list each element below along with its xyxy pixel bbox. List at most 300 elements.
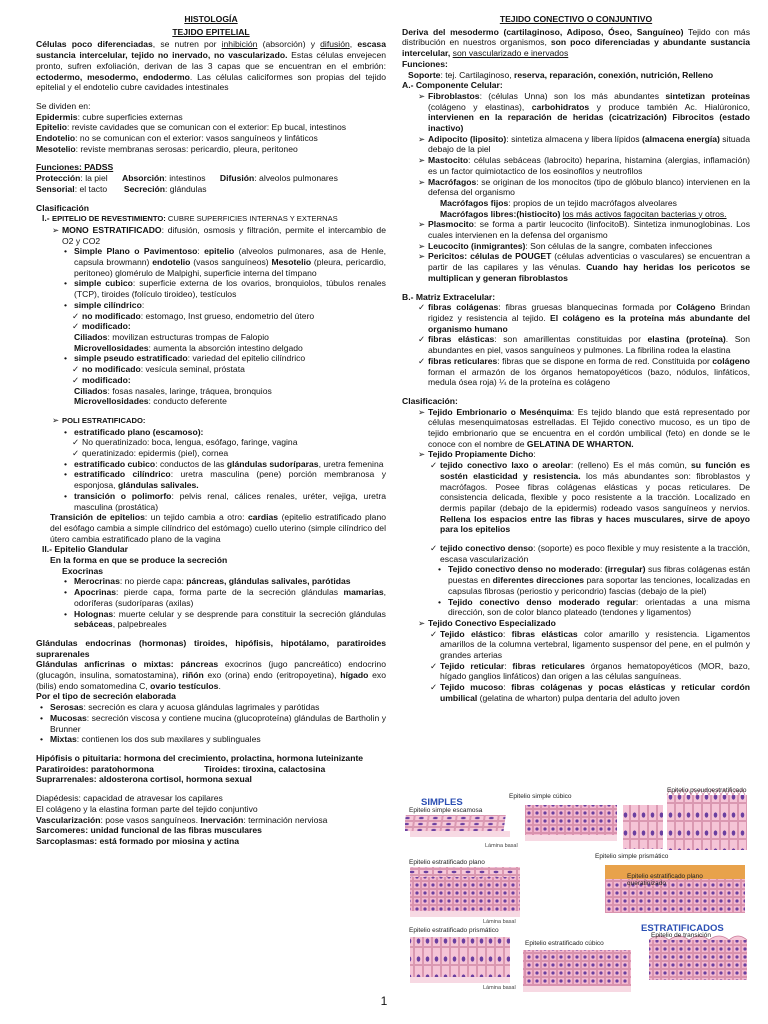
text-run: CUBRE SUPERFICIES INTERNAS Y EXTERNAS	[167, 214, 338, 224]
text-run: Exocrinas	[62, 565, 104, 576]
text-run: : orientadas a una misma dirección, son de color blanco plateado (tendones y ligamentos)	[448, 596, 753, 618]
text-run: tejido conectivo laxo o areolar	[440, 460, 571, 471]
bullet-marker: •	[40, 734, 44, 745]
text-run: : (relleno) Es el más común,	[570, 460, 692, 471]
list-marker: ✓	[430, 543, 438, 554]
list-item	[36, 246, 389, 278]
text-run: :	[600, 564, 605, 575]
text-run: diferentes direcciones	[492, 575, 585, 586]
text-run: glándulas salivales.	[117, 480, 199, 491]
text-run: páncreas, glándulas salivales, parótidas	[186, 576, 351, 587]
list-marker: ➢	[418, 251, 426, 262]
lamina-basal-label: Lámina basal	[483, 985, 516, 991]
text-run: Epitelio	[36, 122, 68, 133]
section-title-epitelial: TEJIDO EPITELIAL	[172, 26, 250, 37]
lamina-basal-label: Lámina basal	[483, 919, 516, 925]
text-run: : intestinos	[164, 173, 220, 184]
text-run: glándulas sudoríparas	[226, 458, 319, 469]
list-item	[36, 691, 386, 702]
list-item	[36, 459, 386, 470]
list-item	[402, 155, 753, 176]
text-run: Suprarrenales: aldosterona cortisol, hormona sexual	[36, 774, 252, 785]
text-run: MONO ESTRATIFICADO	[62, 224, 162, 235]
conectivo-clasif-title: Clasificación:	[402, 395, 458, 406]
text-run: exocrinos (jugo pancreático) endocrino (glucagón, insulina, somatostamina),	[36, 659, 389, 681]
list-item	[36, 343, 386, 354]
conectivo-funciones-title: Funciones:	[402, 58, 448, 69]
text-run: : uretra masculina (pene) porción membranosa y esponjosa,	[74, 469, 389, 491]
glandulas-list	[36, 637, 389, 702]
text-run: : el tacto	[74, 183, 124, 194]
text-run: : contienen los dos sub maxilares y sublinguales	[76, 734, 261, 745]
list-item	[36, 224, 389, 246]
text-run: cardias	[247, 512, 279, 523]
text-run: su función es sostén elasticidad y resistencia.	[440, 460, 753, 481]
list-marker: •	[64, 458, 68, 469]
text-run: transición o polimorfo	[74, 490, 172, 501]
text-run: : aumenta la absorción intestino delgado	[148, 342, 303, 353]
text-run: estratificado cubico	[74, 458, 156, 469]
list-marker: •	[64, 353, 68, 364]
text-run: Tejido con más distribución en nuestros organismos,	[402, 26, 753, 48]
list-marker: •	[64, 587, 68, 598]
text-run: Células poco diferenciadas	[36, 39, 153, 50]
text-run: reserva, reparación, conexión, nutrición, Relleno	[514, 69, 714, 80]
text-run: no modificado	[82, 310, 141, 321]
list-item	[402, 251, 753, 283]
text-run: simple cilíndrico	[74, 299, 142, 310]
list-item	[402, 133, 753, 155]
text-line	[36, 122, 386, 133]
label-pseudo: Epitelio pseudoestratificado	[667, 787, 747, 794]
list-item	[402, 682, 753, 703]
text-line	[36, 815, 386, 826]
page-title: HISTOLOGÍA	[184, 14, 238, 24]
text-run: I.-	[42, 213, 53, 224]
text-run: : tej. Cartilaginoso,	[440, 69, 515, 80]
text-run: :	[503, 682, 512, 693]
text-run: : no pierde capa:	[119, 576, 187, 587]
text-run: Tejido mucoso	[440, 682, 504, 693]
text-run: : células sebáceas (labrocito) heparina, histamina (alergias, inflamación) es un factor quimiotactico de los eosinofilos y neutrofilos	[428, 155, 753, 176]
text-line	[36, 804, 386, 815]
text-run: . Las células caliciformes son propias del tejido epitelial y el endotelio cubre cavidades intestinales	[36, 71, 389, 93]
text-run: fibras reticulares	[512, 660, 585, 671]
text-run: : no se comunican con el exterior: vasos sanguíneos y linfáticos	[75, 133, 318, 144]
list-marker: ✓	[72, 310, 80, 321]
text-run: Serosas	[50, 702, 84, 713]
text-run: inhibición	[221, 39, 258, 50]
label-cubico: Epitelio simple cúbico	[509, 793, 572, 800]
list-marker: •	[438, 596, 442, 607]
text-run: epitelio	[204, 246, 235, 257]
text-run: páncreas	[180, 659, 219, 670]
list-item	[402, 176, 753, 198]
label-prismatico: Epitelio simple prismático	[595, 853, 669, 860]
epithelium-diagram-art	[405, 785, 751, 1015]
list-item	[36, 311, 386, 322]
text-run: : terminación nerviosa	[243, 814, 328, 825]
text-run: :	[533, 449, 536, 460]
text-line	[36, 793, 386, 804]
text-run: riñón	[182, 670, 204, 681]
text-run: : cubre superficies externas	[77, 111, 183, 122]
text-line	[36, 144, 386, 155]
list-marker: ➢	[418, 617, 426, 628]
text-run: escasa sustancia intercelular, tejido no inervado, no vascularizado.	[36, 39, 389, 61]
text-line	[36, 764, 386, 775]
text-run: Deriva del mesodermo (cartilaginoso, Adiposo, Óseo, Sanguíneo)	[402, 26, 684, 37]
text-run: elastina (proteína)	[647, 334, 726, 345]
text-run: Inervación	[200, 814, 244, 825]
componente-celular-list	[402, 90, 753, 284]
label-transicion: Epitelio de transición	[651, 932, 711, 939]
right-column	[402, 14, 753, 704]
text-run: , se nutren por	[152, 39, 222, 50]
text-run: (alveolos pulmonares, asa de Henle, capsula browmann)	[74, 246, 389, 268]
bullet-marker: •	[40, 712, 44, 723]
text-run: Fibroblastos	[428, 90, 480, 101]
page-number: 1	[380, 994, 388, 1008]
text-run: exo (orina) endo (eritropoyetina),	[203, 670, 341, 681]
text-run: Mesotelio	[271, 257, 312, 268]
text-run: Macrófagos	[428, 176, 477, 187]
list-item	[402, 241, 750, 252]
list-marker: ✓	[430, 460, 438, 471]
text-run: Secreción	[123, 183, 165, 194]
epitelial-intro	[36, 39, 389, 93]
list-item	[402, 618, 750, 629]
clasificacion-list	[36, 213, 389, 630]
list-item	[402, 209, 750, 220]
text-run: Difusión	[219, 173, 255, 184]
text-run: , odoríferas (sudoríparas (axilas)	[74, 587, 389, 608]
text-run: : pelvis renal, cálices renales, uréter, vejiga, uretra masculina (prostática)	[74, 490, 389, 512]
list-item	[402, 628, 753, 661]
list-item	[36, 469, 389, 491]
text-run: Mesotelio	[36, 143, 76, 154]
text-run: El colágeno es la proteína más abundante del organismo humano	[428, 312, 753, 334]
text-run: Tejido Embrionario o Mesénquima	[428, 406, 572, 417]
list-item	[36, 427, 386, 438]
left-column	[36, 14, 389, 847]
componente-celular-title: A.- Componente Celular:	[402, 80, 503, 91]
epithelium-diagram	[405, 785, 751, 1015]
text-run: fibras colágenas y pocas elásticas y reticular cordón umbilical	[440, 682, 753, 703]
text-run: forman el armazón de los órganos hematopoyéticos (bazo, nódulos, linfáticos, medula ósea roja) ¼ de la proteína es colágeno	[428, 355, 753, 388]
text-line	[36, 133, 386, 144]
text-run: : fosas nasales, laringe, tráquea, bronquios	[107, 385, 272, 396]
text-run: órganos hematopoyéticos (MOR, bazo, hígado ganglios linfáticos) dan origen a las células sanguíneas.	[440, 660, 753, 682]
estratificados-heading: ESTRATIFICADOS	[641, 923, 724, 934]
list-marker: •	[438, 564, 442, 575]
text-run: : secreción es clara y acuosa glándulas lagrimales y parótidas	[83, 702, 320, 713]
list-marker: ➢	[418, 155, 426, 166]
list-marker: ✓	[430, 682, 438, 693]
text-run: , palpebreales	[112, 619, 167, 630]
text-run: son poco diferenciadas y abundante sustancia intercelular,	[402, 37, 753, 59]
text-run: fibras elásticas	[511, 628, 578, 639]
text-run: : Es tejido blando que está representado por células mesenquimatosas estrelladas. El Tejido conectivo mucoso, es un tipo de tejido embrionario que se encuentra en el cordón umbilical (feto) en donde se le conoce con el nombre de	[428, 406, 753, 449]
text-run: : sintetiza almacena y libera lípidos	[506, 133, 642, 144]
text-run: Mastocito	[428, 155, 469, 166]
matriz-title: B.- Matriz Extracelular:	[402, 291, 496, 302]
text-run: endotelio	[152, 257, 191, 268]
lamina-basal-label: Lámina basal	[485, 843, 518, 849]
text-run: sus fibras colágenas están puestas en	[448, 564, 753, 586]
text-run: : superficie externa de los ovarios, bronquiolos, túbulos renales (TCP), tiroides (folículo tiroideo), testículos	[74, 278, 389, 300]
label-estratificado-plano: Epitelio estratificado plano	[409, 859, 485, 866]
text-line	[36, 836, 386, 847]
list-marker: ✓	[430, 660, 438, 671]
list-item	[402, 449, 750, 460]
text-run: estratificado plano (escamoso):	[74, 426, 204, 437]
text-run: : (soporte) es poco flexible y muy resistente a la tracción, escasa vascularización	[440, 543, 753, 564]
text-run: (gelatina de wharton) pulpa dentaria del adulto joven	[477, 692, 680, 703]
text-run: para soportar las tenciones, localizadas en capsulas fibrosas (periostio y pericondrio) fascias (debajo de la piel)	[448, 575, 753, 596]
text-run: :	[502, 628, 512, 639]
text-run: Sensorial	[36, 183, 75, 194]
text-run: . Son abundantes en piel, vasos sanguíneos y pulmones. La fibrilina rodea la elastina	[428, 334, 753, 356]
list-marker: •	[64, 299, 68, 310]
hormonas-list	[36, 753, 386, 785]
text-run: Pericitos: células de POUGET	[428, 251, 552, 262]
text-run: : la piel	[80, 173, 122, 184]
bullet-item	[36, 702, 386, 713]
list-item	[36, 321, 386, 332]
list-item	[402, 355, 753, 388]
text-run: .	[218, 680, 221, 691]
text-run: , uretra femenina	[318, 458, 384, 469]
list-item	[36, 566, 386, 577]
clasificacion-title: Clasificación	[36, 202, 90, 213]
text-run: POLI ESTRATIFICADO:	[62, 415, 146, 425]
text-run: GELATINA DE WHARTON.	[526, 438, 634, 449]
text-line	[36, 173, 386, 184]
text-run: : fibras que se dispone en forma de red. Constituida por	[497, 355, 713, 366]
text-run: : un tejido cambia a otro:	[144, 512, 248, 523]
text-line	[36, 112, 386, 123]
text-run: : pierde capa, forma parte de la secreción glándulas	[116, 587, 344, 598]
text-run: Estas células envejecen pronto, sufren exfoliación, derivan de las 3 capas que se encuentran en el embrión:	[36, 50, 389, 71]
conectivo-soporte	[402, 70, 750, 81]
list-item	[402, 543, 753, 564]
list-marker: ✓	[418, 355, 426, 366]
text-run: son vascularizado e inervados	[452, 48, 569, 59]
text-line	[36, 774, 386, 785]
list-marker: ➢	[52, 414, 60, 425]
text-run: Holognas	[74, 608, 114, 619]
text-run: ,	[349, 39, 358, 50]
list-item	[402, 406, 753, 450]
list-item	[402, 90, 753, 134]
text-run: Endotelio	[36, 133, 76, 144]
text-run: simple cubico	[74, 278, 133, 289]
text-run: Glándulas anficrinas o mixtas:	[36, 659, 181, 670]
text-run: Transición de epitelios	[50, 512, 145, 523]
text-run: : conducto deferente	[148, 396, 227, 407]
text-run: (irregular)	[604, 564, 646, 575]
list-item	[402, 198, 750, 209]
text-run: No queratinizado: boca, lengua, esófago, faringe, vagina	[82, 437, 298, 448]
list-item	[402, 564, 753, 596]
text-run: Tiroides: tiroxina, calactosina	[204, 763, 326, 774]
list-marker: ✓	[72, 374, 80, 385]
text-run: : Son células de la sangre, combaten infecciones	[525, 240, 713, 251]
text-run: queratinizado: epidermis (piel), cornea	[82, 448, 229, 459]
text-run: Tejido conectivo denso no moderado	[448, 564, 601, 575]
text-run: : glándulas	[165, 183, 207, 194]
list-marker: ➢	[418, 406, 426, 417]
text-run: : variedad del epitelio cilíndrico	[187, 353, 306, 364]
list-item	[36, 278, 389, 300]
list-item	[36, 555, 386, 566]
text-run: modificado:	[82, 374, 131, 385]
list-marker: ✓	[430, 628, 438, 639]
text-run: : propios de un tejido macrófagos alveolares	[508, 197, 677, 208]
list-marker: ➢	[418, 449, 426, 460]
list-item	[36, 637, 389, 659]
list-marker: ✓	[418, 302, 426, 313]
text-run: (células adventicias o vasculares) se encuentran a partir de las capilares y las vénulas.	[428, 251, 753, 273]
text-run: : vesícula seminal, próstata	[140, 364, 245, 375]
text-run: carbohidratos	[531, 101, 590, 112]
list-marker: •	[64, 246, 68, 257]
text-run: Rellena los espacios entre las fibras y haces musculares, sirve de apoyo para los epitelios	[440, 513, 753, 535]
text-run: Microvellosidades	[74, 342, 149, 353]
text-run: Tejido reticular	[440, 660, 505, 671]
text-run: : secreción viscosa y contiene mucina (glucoproteína) glándulas de Bartholin y Brunner	[50, 712, 389, 734]
text-run: Diapédesis: capacidad de atravesar los capilares	[36, 793, 223, 804]
text-run: :	[504, 660, 513, 671]
list-item	[36, 300, 386, 311]
text-run: Tejido conectivo denso moderado regular	[448, 596, 636, 607]
list-item	[36, 375, 386, 386]
conectivo-clasif-list	[402, 406, 753, 704]
text-run: los más abundantes son: fibroblastos y macrófagos. Posee fibras colágenas elásticas y pocas reticulares. De consistencia delicada, flexible y poco resistente a la tracción. Localizado en dermis papilar (debajo de la epidermis) rodeado vasos sanguíneos y nervios.	[440, 470, 753, 513]
list-marker: ✓	[72, 448, 80, 459]
text-run: : se forma a partir leucocito (linfocitoB). Sintetiza inmunoglobinas. Los cuales intervienen en la defensa del organismo	[428, 219, 753, 241]
text-run: fibras colágenas	[428, 302, 499, 313]
text-line	[36, 825, 386, 836]
text-run: Ciliados	[74, 385, 108, 396]
list-item	[36, 332, 386, 343]
text-run: Sarcoplasmas: está formado por miosina y actina	[36, 835, 239, 846]
text-run: : movilizan estructuras trompas de Falopio	[107, 331, 269, 342]
list-marker: ➢	[418, 176, 426, 187]
text-run: II.-	[42, 544, 55, 555]
list-item	[36, 544, 386, 555]
text-run: fibras reticulares	[428, 355, 498, 366]
text-line	[36, 184, 386, 195]
list-marker: •	[64, 490, 68, 501]
list-marker: •	[64, 426, 68, 437]
text-run: tejido conectivo denso	[440, 543, 534, 554]
divide-list	[36, 112, 386, 155]
label-queratinizado: Epitelio estratificado plano queratinizado	[627, 873, 703, 887]
funciones-title: Funciones: PADSS	[36, 162, 114, 173]
divide-title: Se dividen en:	[36, 100, 91, 111]
list-marker: ✓	[418, 334, 426, 345]
list-item	[36, 437, 386, 448]
list-item	[402, 460, 753, 535]
list-marker: ➢	[418, 219, 426, 230]
text-run: :	[197, 246, 205, 257]
text-run: : reviste membranas serosas: pericardio, pleura, peritoneo	[75, 143, 298, 154]
list-item	[36, 396, 386, 407]
text-run: (absorción) y	[257, 39, 321, 50]
text-run: Macrófagos libres:(histiocito)	[440, 208, 563, 219]
text-run: Tejido Conectivo Especializado	[428, 617, 556, 628]
text-run: : pose vasos sanguíneos.	[100, 814, 201, 825]
text-run: Mixtas	[50, 734, 77, 745]
list-marker: ➢	[418, 133, 426, 144]
text-run: : son amarillentas constituidas por	[494, 334, 648, 345]
list-item	[36, 659, 389, 691]
label-estratificado-cubico: Epitelio estratificado cúbico	[525, 940, 604, 947]
text-run: difusión	[320, 39, 350, 50]
text-run: Protección	[36, 173, 81, 184]
text-run: y produce también Ac. Hialúronico,	[589, 101, 753, 112]
text-run: sebáceas	[74, 619, 113, 630]
text-run: : difusión, osmosis y filtración, permite el intercambio de O2 y CO2	[62, 224, 389, 246]
list-item	[36, 490, 389, 512]
text-run: simple pseudo estratificado	[74, 353, 188, 364]
list-item	[36, 353, 386, 364]
text-run: : se originan de los monocitos (tipo de glóbulo blanco) intervienen en la defensa del organismo	[428, 176, 753, 198]
text-run: Merocrinas	[74, 576, 120, 587]
text-run: : estomago, Inst grueso, endometrio del útero	[140, 310, 315, 321]
simples-heading: SIMPLES	[421, 797, 463, 808]
text-run: : alveolos pulmonares	[254, 173, 338, 184]
text-run: Colágeno	[676, 302, 716, 313]
text-run: ectodermo, mesodermo, endodermo	[36, 71, 190, 82]
text-run: Apocrinas	[74, 587, 117, 598]
text-run: modificado:	[82, 321, 131, 332]
text-run: (colágeno y elastinas),	[428, 90, 753, 112]
text-line	[36, 753, 386, 764]
text-run: Epidermis	[36, 111, 78, 122]
text-run: Absorción	[121, 173, 165, 184]
conectivo-intro	[402, 26, 753, 59]
text-run: : conductos de las	[155, 458, 227, 469]
bullet-item	[36, 734, 386, 745]
text-run: ovario testículos	[150, 680, 219, 691]
text-run: Paratiroides: paratohormona	[36, 763, 205, 774]
text-run: estratificado cilíndrico	[74, 469, 171, 480]
text-run: (epitelio estratificado plano del esófago cambia a simple cilíndrico del estómago) cuello uterino (simple cilíndrico del útero cambia estratificado plano de la vagina	[50, 512, 389, 544]
list-marker: ➢	[418, 240, 426, 251]
list-item	[402, 302, 753, 334]
text-run: : (células Unna) son los más abundantes	[479, 90, 666, 101]
text-run: Tejido Propiamente Dicho	[428, 449, 534, 460]
text-run: Microvellosidades	[74, 396, 149, 407]
list-marker: •	[64, 608, 68, 619]
list-marker: ✓	[72, 364, 80, 375]
text-run: Sarcomeres: unidad funcional de las fibras musculares	[36, 825, 262, 836]
text-run: colágeno	[712, 355, 750, 366]
text-run: En la forma en que se produce la secreción	[50, 555, 228, 566]
text-run: Mucosas	[50, 712, 87, 723]
text-run: :	[141, 299, 145, 310]
list-item	[36, 512, 389, 544]
text-run: Plasmocito	[428, 219, 474, 230]
text-run: fibras elásticas	[428, 334, 495, 345]
list-marker: •	[64, 576, 68, 587]
list-item	[36, 448, 386, 459]
list-item	[402, 660, 753, 682]
text-run: Tejido elástico	[440, 628, 503, 639]
